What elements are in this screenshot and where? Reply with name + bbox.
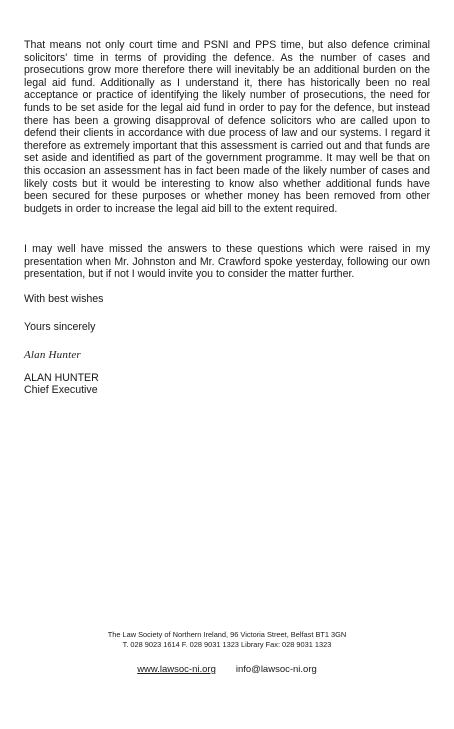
body-paragraph-1: That means not only court time and PSNI and PPS time, but also defence criminal solicitors' time in terms of providing the defence. As the number of cases and prosecutions grow more therefore there will inevitably be an additional burden on the legal aid fund. Additionally as I understand it, there has historically been no real acceptance or practice of identifying the likely number of prosecutions, the need for funds to be set aside for the legal aid fund in order to pay for the defence, but instead there has been a growing disapproval of defence solicitors who are called upon to defend their clients in accordance with due process of law and our systems. I regard it therefore as extremely important that this assessment is carried out and that funds are set aside and identified as part of the government programme. It may well be that on this occasion an assessment has in fact been made of the likely number of cases and likely costs but it would be interesting to know also whether additional funds have been secured for these purposes or whether money has been removed from other budgets in order to increase the legal aid bill to the extent required. — [24, 39, 430, 215]
closing-text: With best wishes — [24, 293, 104, 305]
email-address: info@lawsoc-ni.org — [235, 664, 317, 675]
sign-off-text: Yours sincerely — [24, 321, 96, 333]
footer-phone-line: T. 028 9023 1614 F. 028 9031 1323 Library Fax: 028 9031 1323 — [122, 640, 332, 649]
body-paragraph-2: I may well have missed the answers to these questions which were raised in my presentation when Mr. Johnston and Mr. Crawford spoke yesterday, following our own presentation, but if not I would invite you to consider the matter further. — [24, 243, 430, 281]
handwritten-signature: Alan Hunter — [24, 349, 81, 361]
footer-contact-links — [0, 664, 454, 675]
signatory-name: ALAN HUNTER — [24, 372, 99, 384]
website-link[interactable]: www.lawsoc-ni.org — [137, 664, 216, 675]
footer-address: The Law Society of Northern Ireland, 96 Victoria Street, Belfast BT1 3GN — [107, 630, 347, 639]
signatory-title: Chief Executive — [24, 384, 98, 396]
